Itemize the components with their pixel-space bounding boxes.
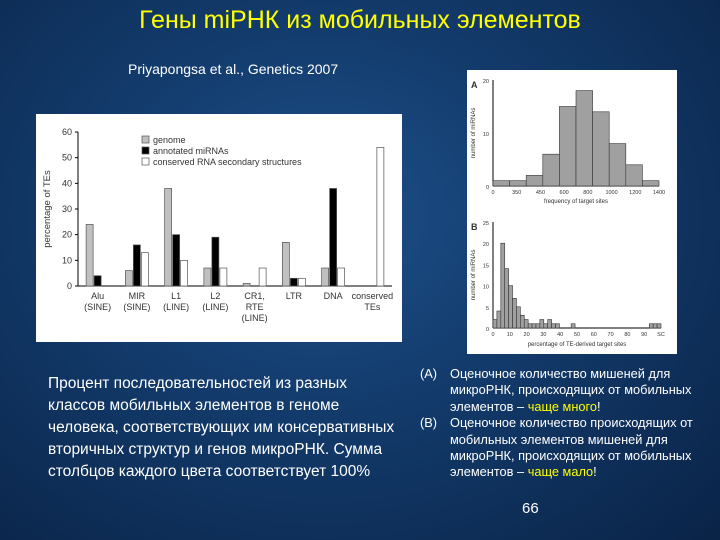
hist-bar [493, 320, 497, 328]
y-tick-label: 50 [61, 152, 72, 163]
bar [282, 242, 289, 286]
bar [290, 278, 297, 286]
bar [338, 268, 345, 286]
hist-bar [649, 324, 653, 328]
note-b-text: Оценочное количество происходящих от мобильных элементов мишеней для микроРНК, происходящих от мобильных элементов – [450, 415, 693, 480]
x-axis-label: percentage of TE-derived target sites [527, 342, 627, 348]
page-number: 66 [522, 500, 539, 517]
bar [298, 278, 305, 286]
y-tick-label: 20 [482, 242, 489, 249]
category-label-line: Alu [91, 291, 105, 301]
category-label [324, 291, 343, 301]
note-a-end: ! [597, 398, 601, 414]
hist-bar [516, 307, 520, 328]
note-a-highlight: чаще много [527, 398, 598, 414]
bar [141, 253, 148, 286]
category-label [242, 291, 268, 323]
note-b-end: ! [593, 464, 597, 480]
note-b-label: (B) [420, 415, 438, 431]
hist-bar [642, 181, 659, 186]
x-tick-label: 1400 [652, 190, 666, 196]
note-a-label: (A) [420, 366, 438, 381]
hist-bar [509, 286, 513, 328]
category-label [286, 291, 303, 301]
hist-bar [528, 324, 532, 328]
y-tick-label: 40 [61, 178, 72, 189]
hist-bar [501, 243, 505, 328]
legend-swatch [142, 158, 149, 165]
category-label-line: LTR [285, 291, 303, 301]
bar [322, 268, 329, 286]
bar [220, 268, 227, 286]
hist-bar [559, 107, 576, 187]
bar [330, 188, 337, 286]
bar [94, 276, 101, 286]
category-label [352, 291, 394, 312]
legend-swatch [142, 147, 149, 154]
category-label-line: CR1, [244, 291, 265, 301]
hist-bar [544, 324, 548, 328]
x-tick-label: 10 [506, 332, 513, 338]
hist-bar [536, 324, 540, 328]
category-label-line: TEs [364, 302, 381, 312]
y-axis-label: number of miRNAs [471, 107, 477, 159]
x-tick-label: SC [657, 332, 665, 338]
hist-bar [526, 175, 543, 186]
hist-bar [548, 320, 552, 328]
category-label [84, 291, 111, 312]
category-label-line: L2 [210, 291, 221, 301]
hist-bar [609, 144, 626, 186]
hist-bar [505, 269, 509, 328]
te-percentage-chart-panel [36, 114, 402, 342]
hist-bar [520, 315, 524, 328]
x-tick-label: 0 [491, 190, 495, 196]
note-b [420, 415, 716, 481]
category-label-line: (LINE) [241, 313, 268, 323]
x-tick-label: 60 [590, 332, 597, 338]
y-tick-label: 20 [482, 79, 489, 85]
hist-bar [513, 298, 517, 328]
category-label-line: conserved [351, 291, 394, 301]
panel-label: B [471, 222, 478, 232]
hist-bar [540, 320, 544, 328]
bar [204, 268, 211, 286]
target-histograms-panel [467, 70, 677, 354]
hist-bar [653, 324, 657, 328]
slide-title: Гены miРНК из мобильных элементов [139, 6, 581, 34]
bar [259, 268, 266, 286]
bar [377, 147, 384, 286]
x-tick-label: 80 [624, 332, 631, 338]
y-axis-label: percentage of TEs [42, 170, 53, 248]
category-label [202, 291, 228, 312]
legend-label: annotated miRNAs [153, 146, 229, 156]
bar [181, 260, 188, 286]
category-label [123, 291, 150, 312]
y-tick-label: 5 [485, 305, 489, 312]
legend-label: genome [153, 135, 186, 145]
note-b-highlight: чаще мало [527, 464, 594, 480]
category-label-line: (LINE) [163, 302, 190, 312]
category-label-line: RTE [245, 302, 264, 312]
x-tick-label: 1000 [605, 190, 618, 196]
x-tick-label: 350 [512, 190, 522, 196]
y-tick-label: 10 [482, 284, 489, 291]
hist-bar [497, 311, 501, 328]
y-tick-label: 20 [61, 229, 72, 240]
panel-notes [420, 366, 716, 481]
category-label [163, 291, 189, 312]
x-tick-label: 0 [491, 332, 495, 338]
note-a [420, 366, 716, 415]
hist-bar [552, 324, 556, 328]
x-tick-label: 90 [641, 332, 648, 338]
panel-label: A [471, 80, 478, 90]
hist-bar [593, 112, 610, 186]
hist-bar [576, 91, 593, 186]
x-axis-label: frequency of target sites [543, 199, 609, 205]
x-tick-label: 450 [535, 190, 546, 196]
y-tick-label: 0 [485, 327, 489, 333]
bar [133, 245, 140, 286]
x-tick-label: 1200 [629, 190, 642, 196]
x-tick-label: 40 [557, 332, 564, 338]
bar [212, 237, 219, 286]
y-tick-label: 60 [61, 127, 72, 137]
y-tick-label: 10 [482, 132, 489, 138]
legend-swatch [142, 136, 149, 143]
bar [173, 235, 180, 286]
bar [165, 188, 172, 286]
citation: Priyapongsa et al., Genetics 2007 [128, 61, 339, 77]
hist-bar [626, 165, 643, 186]
x-tick-label: 800 [583, 190, 593, 196]
x-tick-label: 50 [573, 332, 581, 338]
y-axis-label: number of miRNAs [471, 249, 477, 301]
category-label-line: (SINE) [84, 302, 112, 312]
target-histograms [467, 70, 677, 354]
category-label-line: L1 [171, 291, 182, 301]
category-label-line: (LINE) [202, 302, 229, 312]
hist-bar [556, 324, 560, 328]
category-label-line: MIR [128, 291, 146, 301]
hist-bar [510, 181, 527, 186]
bar [125, 271, 132, 286]
te-percentage-chart [36, 114, 402, 342]
bar [243, 283, 250, 286]
x-tick-label: 70 [607, 332, 614, 338]
figure-description: Процент последовательностей из разных классов мобильных элементов в геноме человека, соответствующих им консервативных вторичных структур и генов микроРНК. Сумма столбцов каждого цвета соответствует 100% [48, 375, 395, 480]
y-tick-label: 15 [482, 263, 489, 270]
x-tick-label: 600 [559, 190, 569, 196]
y-tick-label: 25 [482, 221, 489, 227]
note-a-text: Оценочное количество мишеней для микроРНК, происходящих от мобильных элементов – [450, 366, 692, 414]
hist-bar [524, 320, 528, 328]
y-tick-label: 0 [485, 185, 489, 191]
bar [86, 224, 93, 286]
x-tick-label: 30 [540, 332, 547, 338]
hist-bar [657, 324, 661, 328]
legend-label: conserved RNA secondary structures [153, 157, 302, 167]
x-tick-label: 20 [523, 332, 530, 338]
hist-bar [571, 324, 575, 328]
hist-bar [493, 181, 510, 186]
hist-bar [532, 324, 536, 328]
y-tick-label: 0 [66, 281, 72, 291]
y-tick-label: 10 [61, 255, 72, 266]
hist-bar [543, 154, 560, 186]
category-label-line: DNA [323, 291, 343, 301]
y-tick-label: 30 [61, 204, 72, 214]
category-label-line: (SINE) [123, 302, 151, 312]
